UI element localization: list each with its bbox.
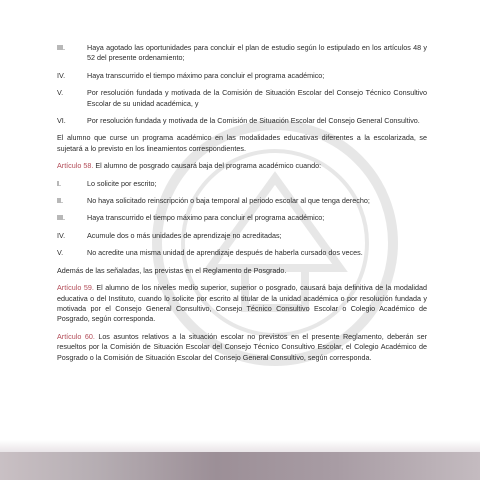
list-item <box>57 88 427 109</box>
article-58 <box>57 161 427 171</box>
list-item-text: Por resolución fundada y motivada de la Comisión de Situación Escolar del Consejo General Consultivo. <box>87 116 420 126</box>
list-item-number: II. <box>57 196 63 206</box>
paragraph-ademas: Además de las señaladas, las previstas en el Reglamento de Posgrado. <box>57 265 287 275</box>
list-posgrado-baja <box>57 179 427 259</box>
list-item-text: Acumule dos o más unidades de aprendizaje no acreditadas; <box>87 230 282 240</box>
footer-band <box>0 452 480 480</box>
list-item-number: IV. <box>57 230 66 240</box>
article-58-text: El alumno de posgrado causará baja del programa académico cuando: <box>93 161 322 171</box>
list-item-number: VI. <box>57 116 66 126</box>
article-60-label: Artículo 60. <box>57 331 95 341</box>
list-item <box>57 179 427 189</box>
list-item-text: Haya transcurrido el tiempo máximo para concluir el programa académico; <box>87 70 325 80</box>
paragraph-modalidades: El alumno que curse un programa académico en las modalidades educativas diferentes a la escolarizada, se sujetará a lo previsto en los lineamientos correspondientes. <box>57 133 427 153</box>
list-item-number: III. <box>57 213 65 223</box>
list-item <box>57 116 427 126</box>
list-item <box>57 196 427 206</box>
list-causes-baja <box>57 43 427 126</box>
list-item <box>57 71 427 81</box>
article-60 <box>57 332 427 363</box>
list-item-number: III. <box>57 43 65 52</box>
list-item <box>57 248 427 258</box>
list-item <box>57 231 427 241</box>
list-item-text: No haya solicitado reinscripción o baja temporal al periodo escolar al que tenga derecho; <box>87 196 370 206</box>
list-item <box>57 43 427 64</box>
list-item-text: Haya agotado las oportunidades para concluir el plan de estudio según lo estipulado en los artículos 48 y 52 del presente ordenamiento; <box>87 43 427 63</box>
list-item-text: Por resolución fundada y motivada de la Comisión de Situación Escolar del Consejo Técnico Consultivo Escolar de su unidad académica, y <box>87 88 427 108</box>
list-item-number: V. <box>57 248 64 258</box>
list-item-number: IV. <box>57 70 66 80</box>
list-item-number: V. <box>57 88 64 98</box>
article-58-label: Artículo 58. <box>57 161 94 171</box>
article-59-label: Artículo 59. <box>57 283 94 293</box>
list-item-text: Lo solicite por escrito; <box>87 178 157 188</box>
document-page <box>57 43 427 370</box>
list-item-text: Haya transcurrido el tiempo máximo para concluir el programa académico; <box>87 213 325 223</box>
list-item <box>57 213 427 223</box>
list-item-number: I. <box>57 178 61 188</box>
article-59 <box>57 283 427 325</box>
article-59-text: El alumno de los niveles medio superior, superior o posgrado, causará baja definitiva de la modalidad educativa o del Instituto, cuando lo solicite por escrito al titular de la unidad académica o por resolución fundada y motivada por el Consejo General Consultivo, Consejo Técnico Consultivo Escolar o Colegio Académico de Posgrado, según corresponda. <box>57 283 427 324</box>
article-60-text: Los asuntos relativos a la situación escolar no previstos en el presente Reglamento, deberán ser resueltos por la Comisión de Situación Escolar del Consejo Técnico Consultivo Escolar, el Colegio Académico de Posgrado o la Comisión de Situación Escolar del Consejo General Consultivo, según corresponda. <box>57 331 428 362</box>
list-item-text: No acredite una misma unidad de aprendizaje después de haberla cursado dos veces. <box>87 248 363 258</box>
